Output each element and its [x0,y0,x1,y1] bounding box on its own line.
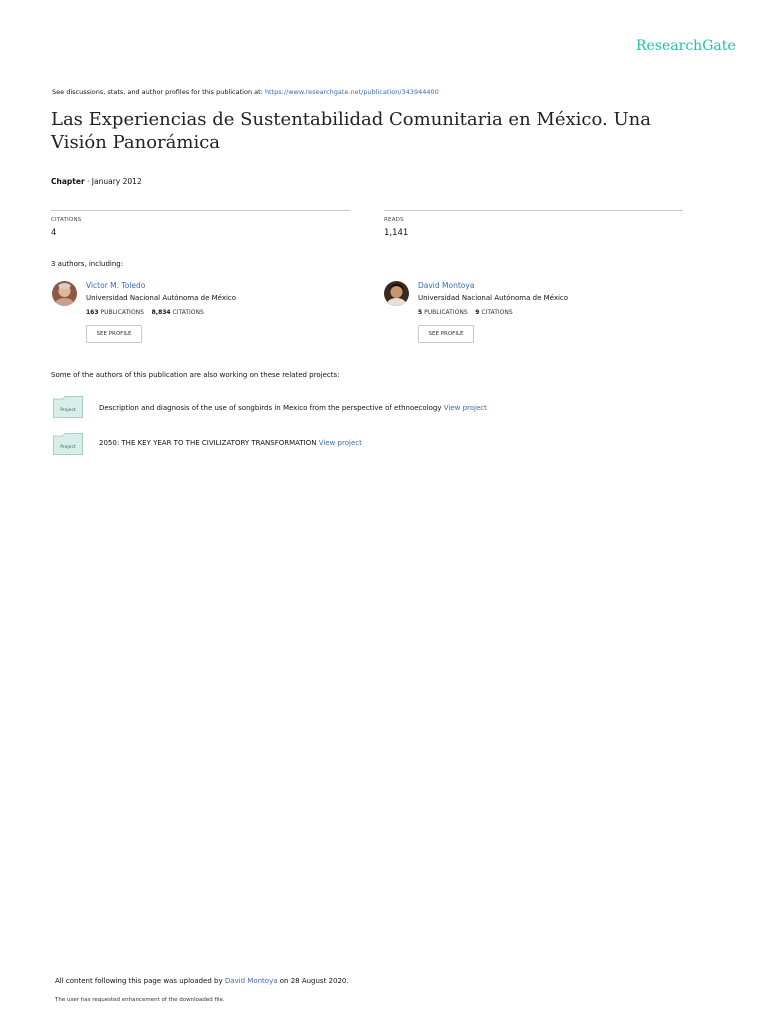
authors-heading: 3 authors, including: [51,260,124,268]
upload-suffix: on 28 August 2020. [279,977,349,985]
see-profile-button[interactable]: SEE PROFILE [86,325,142,343]
citations-label: CITATIONS [51,217,82,223]
see-profile-button[interactable]: SEE PROFILE [418,325,474,343]
upload-prefix: All content following this page was uploaded by [55,977,223,985]
author-publications-count: 5 [418,309,423,316]
author-citations-count: 9 [475,309,480,316]
publication-url-link[interactable]: https://www.researchgate.net/publication/343944400 [264,88,439,96]
project-description: 2050: THE KEY YEAR TO THE CIVILIZATORY TRANSFORMATION [99,439,317,447]
reads-value: 1,141 [384,228,409,238]
project-item [99,439,362,447]
project-icon-label: Project [60,408,76,413]
uploader-link[interactable]: David Montoya [224,977,278,985]
author-publications-label: PUBLICATIONS [424,309,468,316]
author-stats [418,309,513,316]
enhancement-note: The user has requested enhancement of the downloaded file. [55,997,225,1003]
project-icon-label: Project [60,445,76,450]
author-publications-count: 163 [86,309,99,316]
divider [384,210,683,211]
divider [51,210,350,211]
author-stats [86,309,204,316]
author-citations-label: CITATIONS [172,309,204,316]
researchgate-logo[interactable]: ResearchGate [636,38,736,54]
author-institution: Universidad Nacional Autónoma de México [86,294,237,302]
publication-type: Chapter [51,177,85,186]
discussion-prefix: See discussions, stats, and author profiles for this publication at: [52,88,263,96]
author-publications-label: PUBLICATIONS [100,309,144,316]
related-projects-heading: Some of the authors of this publication are also working on these related projects: [51,371,340,379]
publication-meta [51,177,142,186]
discussion-line [52,88,439,96]
project-folder-icon [53,433,83,455]
author-citations-label: CITATIONS [481,309,513,316]
view-project-link[interactable]: View project [318,439,362,447]
publication-title: Las Experiencias de Sustentabilidad Comunitaria en México. Una Visión Panorámica [51,109,651,153]
project-description: Description and diagnosis of the use of songbirds in Mexico from the perspective of ethnoecology [99,404,442,412]
author-name-link[interactable]: Victor M. Toledo [86,281,146,290]
citations-value: 4 [51,228,57,238]
view-project-link[interactable]: View project [443,404,487,412]
reads-label: READS [384,217,404,223]
author-avatar[interactable] [384,281,409,306]
author-institution: Universidad Nacional Autónoma de México [418,294,569,302]
project-folder-icon [53,396,83,418]
author-citations-count: 8,834 [151,309,171,316]
upload-note [55,977,349,985]
publication-date: · January 2012 [84,177,142,186]
author-avatar[interactable] [52,281,77,306]
author-name-link[interactable]: David Montoya [418,281,475,290]
project-item [99,404,487,412]
